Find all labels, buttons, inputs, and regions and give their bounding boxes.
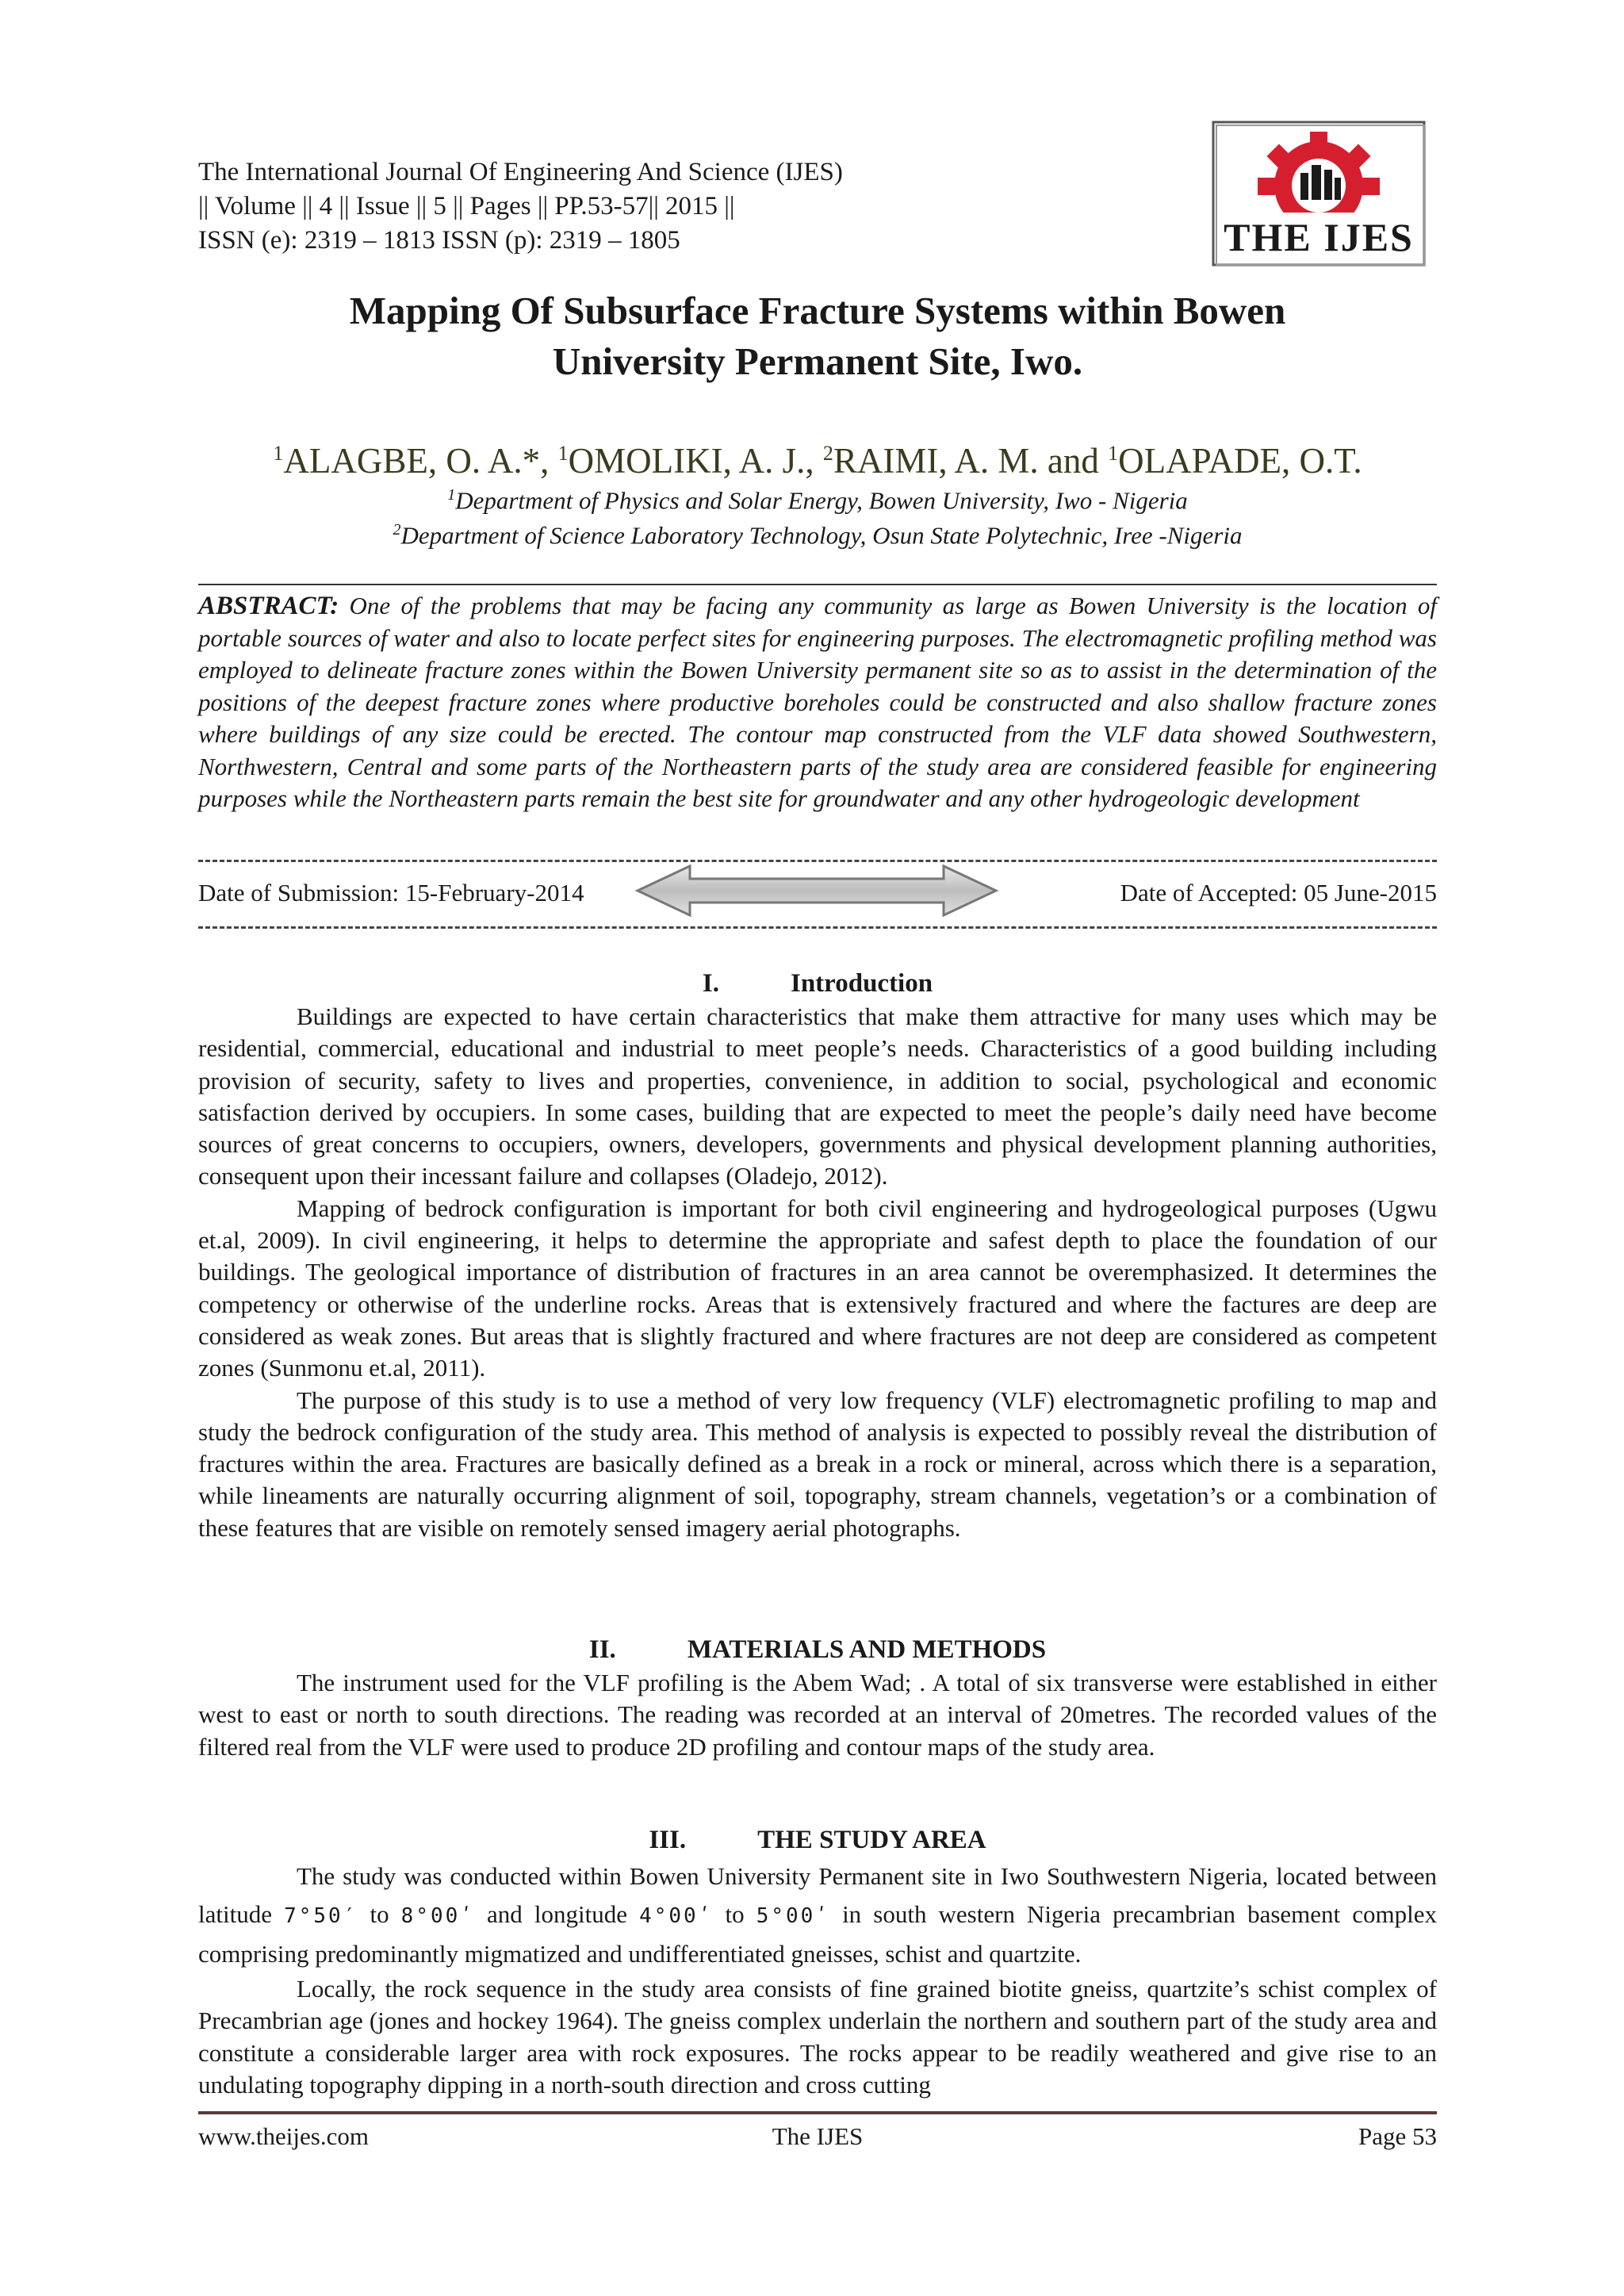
double-arrow-icon — [634, 863, 999, 918]
author-sup: 1 — [1108, 442, 1119, 465]
section-heading-introduction — [198, 969, 1437, 999]
footer-rule — [198, 2111, 1437, 2114]
text-run: The study was conducted within Bowen University Permanent site in Iwo Southwestern Nigeria, located between latitude — [198, 1862, 1437, 1928]
page-number: Page 53 — [1358, 2122, 1437, 2150]
abstract-text: One of the problems that may be facing any community as large as Bowen University is the location of portable sources of water and also to locate perfect sites for engineering purposes. The electromagnetic profiling method was employed to delineate fracture zones within the Bowen University permanent site so as to assist in the determination of the positions of the deepest fracture zones where productive boreholes could be constructed and also shallow fracture zones where buildings of any size could be erected. The contour map constructed from the VLF data showed Southwestern, Northwestern, Central and some parts of the Northeastern parts of the study area are considered feasible for engineering purposes while the Northeastern parts remain the best site for groundwater and any other hydrogeologic development — [198, 592, 1437, 812]
dashed-divider — [198, 926, 1437, 929]
section-heading-study-area — [198, 1826, 1437, 1855]
affiliation-text: Department of Physics and Solar Energy, Bowen University, Iwo - Nigeria — [455, 486, 1188, 515]
affiliation-sup: 2 — [393, 521, 401, 539]
title-line-1: Mapping Of Subsurface Fracture Systems within Bowen — [349, 289, 1286, 332]
paragraph: Locally, the rock sequence in the study area consists of fine grained biotite gneiss, quartzite’s schist complex of Precambrian age (jones and hockey 1964). The gneiss complex underlain the northern and southern part of the study area and constitute a considerable larger area with rock exposures. The rocks appear to be readily weathered and give rise to an undulating topography dipping in a north-south direction and cross cutting — [198, 1975, 1437, 2099]
author-sup: 1 — [557, 442, 569, 465]
paper-title — [198, 286, 1437, 387]
section-heading-materials — [198, 1635, 1437, 1665]
logo-text: THE IJES — [1224, 215, 1414, 259]
paragraph — [198, 1857, 1437, 1973]
section-title: MATERIALS AND METHODS — [687, 1635, 1047, 1664]
footer-journal: The IJES — [772, 2122, 864, 2150]
journal-name: The International Journal Of Engineering And Science (IJES) — [198, 158, 843, 186]
latitude-end: 8°00ʹ — [400, 1904, 475, 1928]
affiliation-sup: 1 — [447, 486, 456, 504]
author-name: ALAGBE, O. A.*, — [283, 441, 558, 481]
section-number: I. — [702, 969, 719, 998]
author-name: OMOLIKI, A. J., — [568, 441, 823, 481]
longitude-end: 5°00ʹ — [756, 1904, 830, 1928]
divider — [198, 584, 1437, 585]
introduction-body — [198, 1001, 1437, 1544]
journal-issn: ISSN (e): 2319 – 1813 ISSN (p): 2319 – 1805 — [198, 226, 680, 255]
author-name: OLAPADE, O.T. — [1118, 441, 1362, 481]
section-number: II. — [588, 1635, 616, 1664]
dashed-divider — [198, 860, 1437, 862]
text-run: and longitude — [474, 1900, 640, 1928]
abstract-label: ABSTRACT: — [198, 592, 339, 620]
abstract — [198, 590, 1437, 815]
ijes-logo — [1212, 121, 1426, 266]
paragraph: The purpose of this study is to use a method of very low frequency (VLF) electromagnetic profiling to map and study the bedrock configuration of the study area. This method of analysis is expected to possibly reveal the distribution of fractures within the area. Fractures are basically defined as a break in a rock or mineral, across which there is a separation, while lineaments are naturally occurring alignment of soil, topography, stream channels, vegetation’s or a combination of these features that are visible on remotely sensed imagery aerial photographs. — [198, 1386, 1437, 1542]
longitude-start: 4°00ʹ — [639, 1904, 714, 1928]
section-title: THE STUDY AREA — [757, 1826, 986, 1854]
author-sup: 1 — [273, 442, 284, 465]
section-title: Introduction — [790, 969, 933, 998]
text-run: in south western Nigeria precambrian basement complex comprising predominantly migmatized and undifferentiated gneisses, schist and quartzite. — [198, 1900, 1437, 1968]
page-footer — [198, 2122, 1437, 2151]
journal-header — [198, 155, 843, 258]
latitude-start: 7°50′ — [284, 1904, 358, 1928]
submission-date: Date of Submission: 15-February-2014 — [198, 879, 584, 907]
title-line-2: University Permanent Site, Iwo. — [552, 339, 1083, 383]
paragraph: Buildings are expected to have certain characteristics that make them attractive for many uses which may be residential, commercial, educational and industrial to meet people’s needs. Characteristics of a good building including provision of security, safety to lives and properties, convenience, in addition to social, psychological and economic satisfaction derived by occupiers. In some cases, building that are expected to meet the people’s daily need have become sources of great concerns to occupiers, owners, developers, governments and physical development planning authorities, consequent upon their incessant failure and collapses (Oladejo, 2012). — [198, 1002, 1437, 1190]
materials-body — [198, 1667, 1437, 1763]
affiliation-1 — [198, 479, 1437, 516]
section-number: III. — [649, 1826, 687, 1854]
affiliation-2 — [198, 514, 1437, 551]
journal-volume: || Volume || 4 || Issue || 5 || Pages || PP.53-57|| 2015 || — [198, 192, 735, 220]
author-list — [198, 431, 1437, 483]
paragraph: Mapping of bedrock configuration is important for both civil engineering and hydrogeological purposes (Ugwu et.al, 2009). In civil engineering, it helps to determine the appropriate and safest depth to place the foundation of our buildings. The geological importance of distribution of fractures in an area cannot be overemphasized. It determines the competency or otherwise of the underline rocks. Areas that is extensively fractured and where the factures are deep are considered as weak zones. But areas that is slightly fractured and where fractures are not deep are considered as competent zones (Sunmonu et.al, 2011). — [198, 1194, 1437, 1382]
author-sup: 2 — [822, 442, 833, 465]
affiliation-text: Department of Science Laboratory Technology, Osun State Polytechnic, Iree -Nigeria — [400, 521, 1243, 550]
paragraph: The instrument used for the VLF profiling is the Abem Wad; . A total of six transverse were established in either west to east or north to south directions. The reading was recorded at an interval of 20metres. The recorded values of the filtered real from the VLF were used to produce 2D profiling and contour maps of the study area. — [198, 1669, 1437, 1761]
footer-website: www.theijes.com — [198, 2122, 369, 2150]
text-run: to — [713, 1900, 756, 1928]
study-area-body — [198, 1857, 1437, 2101]
accepted-date: Date of Accepted: 05 June-2015 — [1120, 879, 1437, 907]
author-name: RAIMI, A. M. and — [833, 441, 1109, 481]
text-run: to — [358, 1900, 401, 1928]
gear-logo-icon — [1212, 121, 1426, 266]
